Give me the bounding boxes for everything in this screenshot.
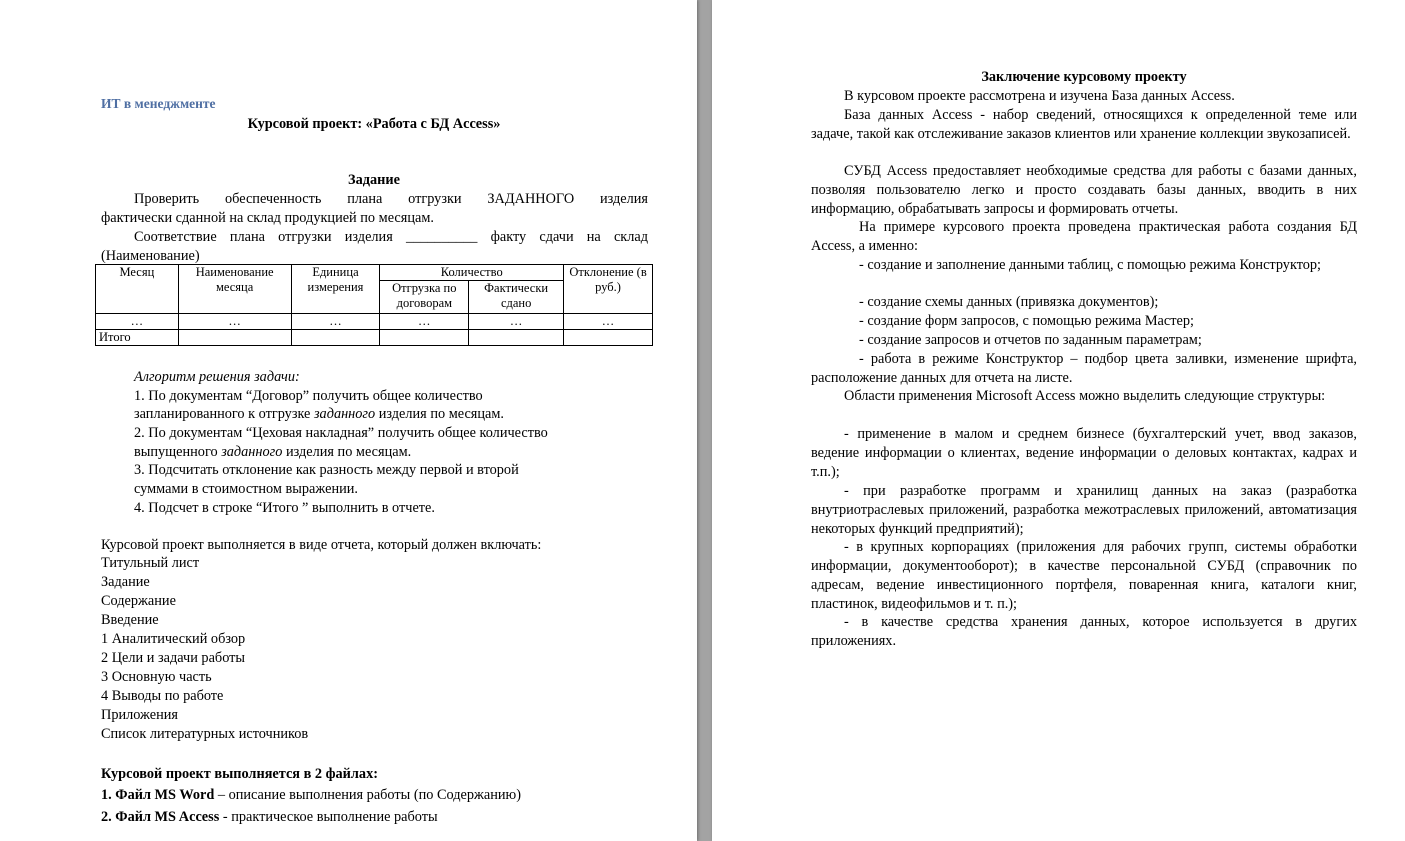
alg-step3-line2: суммами в стоимостном выражении. xyxy=(134,481,358,497)
task-heading: Задание xyxy=(348,172,400,188)
table-cell: … xyxy=(178,314,291,330)
document-page-right xyxy=(712,0,1405,841)
bullet-1: - создание и заполнение данными таблиц, с помощью режима Конструктор; xyxy=(859,257,1322,273)
th-month: Месяц xyxy=(96,265,179,314)
table-cell xyxy=(291,330,380,346)
list-item: Задание xyxy=(101,574,150,590)
table-cell xyxy=(564,330,653,346)
area-3: - в крупных корпорациях (приложения для рабочих групп, системы обработки информации, документооборот); в качестве персональной СУБД (справочник по адресам, ведение инвестиционного портфеля, поваренная книга, каталоги книг, пластинок, видеофильмов и т. п.); xyxy=(811,539,1357,612)
area-1: - применение в малом и среднем бизнесе (бухгалтерский учет, ввод заказов, ведение информации о клиентах, ведение информации о деловых контактах, кадрах и т.п.); xyxy=(811,426,1357,480)
bullet-5: - работа в режиме Конструктор – подбор цвета заливки, изменение шрифта, расположение данных для отчета на листе. xyxy=(811,351,1357,386)
table-cell xyxy=(178,330,291,346)
table-row-total xyxy=(96,330,653,346)
table-cell: … xyxy=(469,314,564,330)
th-actual: Фактически сдано xyxy=(469,281,564,314)
th-name: Наименование месяца xyxy=(178,265,291,314)
report-items-list xyxy=(101,554,308,744)
area-2: - при разработке программ и хранилищ данных на заказ (разработка внутриотраслевых приложений, разработка межотраслевых приложений, автоматизация некоторых функций предприятий); xyxy=(811,483,1357,537)
algorithm-title: Алгоритм решения задачи: xyxy=(134,369,300,385)
conclusion-title: Заключение курсовому проекту xyxy=(981,69,1187,85)
table-cell: … xyxy=(291,314,380,330)
conclusion-p3: СУБД Access предоставляет необходимые средства для работы с базами данных, позволяя пользователю легко и просто создавать базы данных, вводить в них информацию, обрабатывать запросы и формировать отчеты. xyxy=(811,163,1357,217)
list-item: Приложения xyxy=(101,707,178,723)
document-page-left xyxy=(0,0,697,841)
th-quantity: Количество xyxy=(380,265,564,281)
th-unit: Единица измерения xyxy=(291,265,380,314)
alg-step1-line2: запланированного к отгрузке заданного изделия по месяцам. xyxy=(134,406,504,422)
task-para1-line2: фактически сданной на склад продукцией по месяцам. xyxy=(101,210,434,226)
conclusion-p2: База данных Access - набор сведений, относящихся к определенной теме или задаче, такой как отслеживание заказов клиентов или хранение коллекции звукозаписей. xyxy=(811,107,1357,142)
table-cell xyxy=(380,330,469,346)
total-label: Итого xyxy=(96,330,179,346)
file2-line: 2. Файл MS Access - практическое выполнение работы xyxy=(101,809,438,825)
table-cell: … xyxy=(380,314,469,330)
conclusion-p5: Области применения Microsoft Access можно выделить следующие структуры: xyxy=(844,388,1326,404)
table-row xyxy=(96,314,653,330)
list-item: Содержание xyxy=(101,593,176,609)
bullet-4: - создание запросов и отчетов по заданным параметрам; xyxy=(859,332,1202,348)
list-item: 3 Основную часть xyxy=(101,669,212,685)
task-para1-line1: Проверить обеспеченность плана отгрузки ЗАДАННОГО изделия xyxy=(134,191,648,207)
list-item: 4 Выводы по работе xyxy=(101,688,224,704)
table-cell: … xyxy=(564,314,653,330)
list-item: Титульный лист xyxy=(101,555,200,571)
alg-step2-line2: выпущенного заданного изделия по месяцам. xyxy=(134,444,412,460)
list-item: Введение xyxy=(101,612,159,628)
bullet-3: - создание форм запросов, с помощью режима Мастер; xyxy=(859,313,1194,329)
task-para2-line2: (Наименование) xyxy=(101,248,200,264)
alg-step4: 4. Подсчет в строке “Итого ” выполнить в отчете. xyxy=(134,500,435,516)
list-item: 2 Цели и задачи работы xyxy=(101,650,246,666)
area-4: - в качестве средства хранения данных, которое используется в других приложениях. xyxy=(811,614,1357,649)
list-item: 1 Аналитический обзор xyxy=(101,631,246,647)
files-title: Курсовой проект выполняется в 2 файлах: xyxy=(101,766,378,782)
bullet-2: - создание схемы данных (привязка документов); xyxy=(859,294,1159,310)
course-header: ИТ в менеджменте xyxy=(101,96,216,111)
alg-step3-line1: 3. Подсчитать отклонение как разность между первой и второй xyxy=(134,462,519,478)
alg-step1-line1: 1. По документам “Договор” получить общее количество xyxy=(134,388,483,404)
th-shipped: Отгрузка по договорам xyxy=(380,281,469,314)
plan-table xyxy=(95,264,653,346)
report-intro: Курсовой проект выполняется в виде отчета, который должен включать: xyxy=(101,537,542,553)
conclusion-p1: В курсовом проекте рассмотрена и изучена База данных Access. xyxy=(844,88,1235,104)
th-deviation: Отклонение (в руб.) xyxy=(564,265,653,314)
list-item: Список литературных источников xyxy=(101,726,309,742)
file1-line: 1. Файл MS Word – описание выполнения работы (по Содержанию) xyxy=(101,787,521,803)
alg-step2-line1: 2. По документам “Цеховая накладная” получить общее количество xyxy=(134,425,548,441)
table-cell xyxy=(469,330,564,346)
conclusion-p4: На примере курсового проекта проведена практическая работа создания БД Access, а именно: xyxy=(811,219,1357,254)
table-cell: … xyxy=(96,314,179,330)
project-title: Курсовой проект: «Работа с БД Access» xyxy=(247,116,501,132)
task-para2-line1: Соответствие плана отгрузки изделия __________ факту сдачи на склад xyxy=(134,229,648,245)
